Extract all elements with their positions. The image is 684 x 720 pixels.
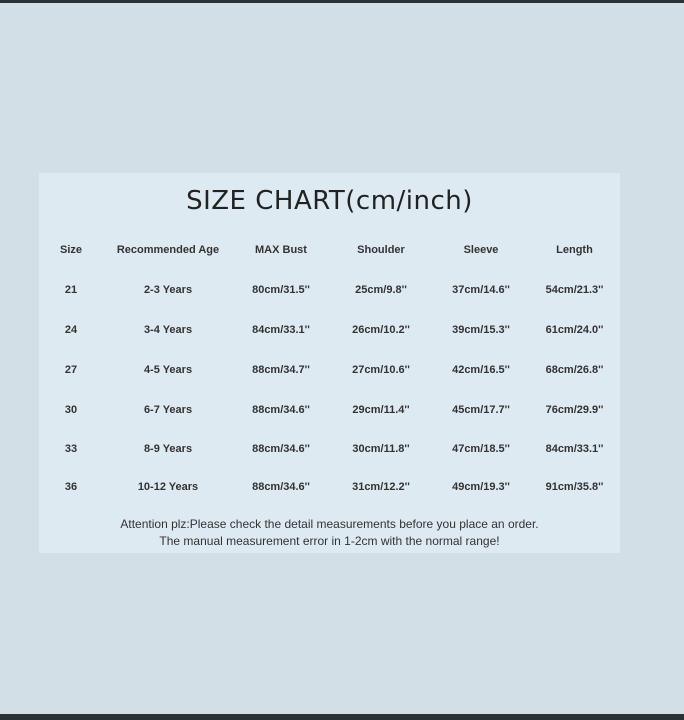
- cell-bust: 84cm/33.1'': [252, 324, 310, 336]
- cell-sleeve: 37cm/14.6'': [452, 284, 510, 296]
- cell-age: 8-9 Years: [143, 442, 193, 455]
- top-border: [0, 0, 684, 3]
- cell-sleeve: 39cm/15.3'': [452, 324, 510, 336]
- cell-size: 36: [64, 480, 78, 493]
- table-row: [39, 310, 620, 350]
- cell-sleeve: 45cm/17.7'': [452, 403, 510, 416]
- cell-bust: 80cm/31.5'': [252, 284, 310, 296]
- cell-shoulder: 31cm/12.2'': [352, 480, 410, 493]
- cell-shoulder: 30cm/11.8'': [352, 442, 410, 455]
- cell-bust: 88cm/34.7'': [252, 364, 310, 376]
- column-header-bust: MAX Bust: [255, 244, 307, 256]
- column-header-shoulder: Shoulder: [357, 244, 405, 256]
- cell-shoulder: 27cm/10.6'': [352, 364, 410, 376]
- cell-size: 27: [64, 364, 78, 376]
- cell-bust: 88cm/34.6'': [252, 480, 310, 493]
- cell-age: 2-3 Years: [143, 284, 193, 296]
- cell-size: 21: [64, 284, 78, 296]
- cell-length: 54cm/21.3'': [545, 284, 604, 296]
- cell-length: 61cm/24.0'': [545, 324, 604, 336]
- table-row: [39, 468, 620, 505]
- cell-age: 6-7 Years: [143, 403, 193, 416]
- cell-age: 4-5 Years: [143, 364, 193, 376]
- column-header-sleeve: Sleeve: [463, 244, 499, 256]
- bottom-border: [0, 714, 684, 720]
- attention-note: Attention plz:Please check the detail measurements before you place an order.: [120, 517, 539, 531]
- cell-size: 30: [64, 403, 78, 416]
- table-header-row: [39, 230, 620, 270]
- cell-length: 68cm/26.8'': [545, 364, 604, 376]
- cell-bust: 88cm/34.6'': [252, 442, 310, 455]
- measurement-error-note: The manual measurement error in 1-2cm with the normal range!: [159, 534, 500, 548]
- cell-length: 91cm/35.8'': [545, 480, 604, 493]
- column-header-age: Recommended Age: [116, 244, 220, 256]
- cell-sleeve: 42cm/16.5'': [452, 364, 510, 376]
- column-header-length: Length: [556, 244, 593, 256]
- table-row: [39, 390, 620, 429]
- table-row: [39, 270, 620, 310]
- column-header-size: Size: [59, 244, 82, 256]
- size-table: [39, 230, 620, 505]
- cell-size: 33: [64, 442, 78, 455]
- size-chart-panel: [39, 173, 620, 553]
- cell-size: 24: [64, 324, 78, 336]
- cell-sleeve: 49cm/19.3'': [452, 480, 510, 493]
- cell-age: 3-4 Years: [143, 324, 193, 336]
- cell-length: 76cm/29.9'': [545, 403, 604, 416]
- size-chart-title: SIZE CHART(cm/inch): [186, 186, 473, 216]
- cell-shoulder: 25cm/9.8'': [355, 284, 407, 296]
- cell-sleeve: 47cm/18.5'': [452, 442, 510, 455]
- table-row: [39, 429, 620, 468]
- cell-shoulder: 26cm/10.2'': [352, 324, 410, 336]
- cell-length: 84cm/33.1'': [545, 442, 604, 455]
- cell-shoulder: 29cm/11.4'': [352, 403, 410, 416]
- table-row: [39, 350, 620, 390]
- cell-age: 10-12 Years: [137, 480, 199, 493]
- cell-bust: 88cm/34.6'': [252, 403, 310, 416]
